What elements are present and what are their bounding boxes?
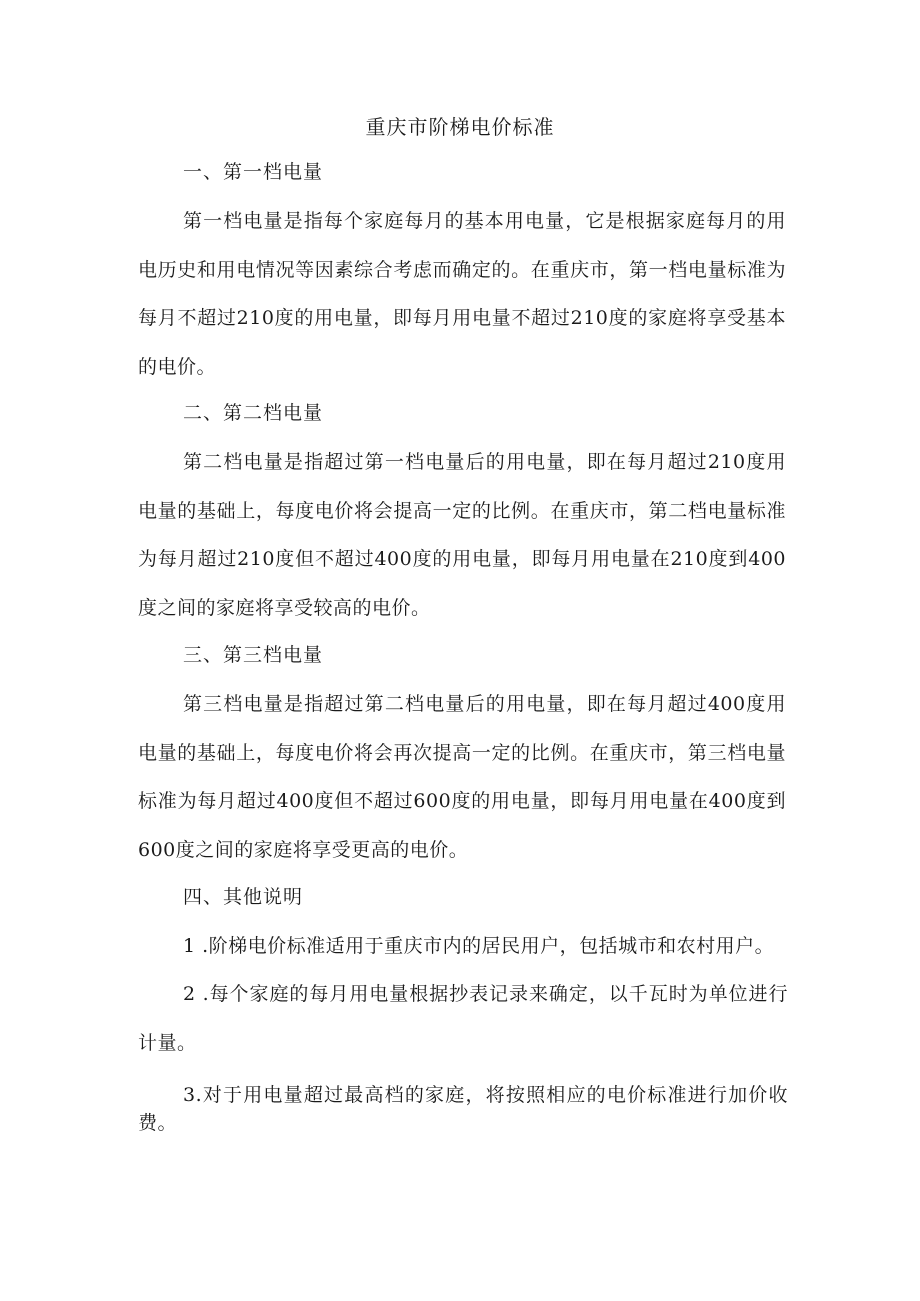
list-item-3: 3.对于用电量超过最高档的家庭，将按照相应的电价标准进行加价收费。 — [138, 1084, 788, 1134]
section-heading-2: 二、第二档电量 — [183, 402, 324, 424]
section-body-3: 第三档电量是指超过第二档电量后的用电量，即在每月超过400度用电量的基础上，每度电价将会再次提高一定的比例。在重庆市，第三档电量标准为每月超过400度但不超过600度的用电量，即每月用电量在400度到600度之间的家庭将享受更高的电价。 — [138, 693, 786, 861]
document-title: 重庆市阶梯电价标准 — [365, 115, 555, 139]
list-item-2: 2 .每个家庭的每月用电量根据抄表记录来确定，以千瓦时为单位进行计量。 — [138, 983, 788, 1054]
section-heading-4: 四、其他说明 — [183, 886, 304, 908]
section-heading-3: 三、第三档电量 — [183, 644, 324, 666]
section-body-1: 第一档电量是指每个家庭每月的基本用电量，它是根据家庭每月的用电历史和用电情况等因素综合考虑而确定的。在重庆市，第一档电量标准为每月不超过210度的用电量，即每月用电量不超过210度的家庭将享受基本的电价。 — [138, 210, 786, 378]
list-item-1: 1 .阶梯电价标准适用于重庆市内的居民用户，包括城市和农村用户。 — [183, 935, 775, 957]
section-body-2: 第二档电量是指超过第一档电量后的用电量，即在每月超过210度用电量的基础上，每度电价将会提高一定的比例。在重庆市，第二档电量标准为每月超过210度但不超过400度的用电量，即每月用电量在210度到400度之间的家庭将享受较高的电价。 — [138, 451, 786, 619]
section-heading-1: 一、第一档电量 — [183, 161, 324, 183]
